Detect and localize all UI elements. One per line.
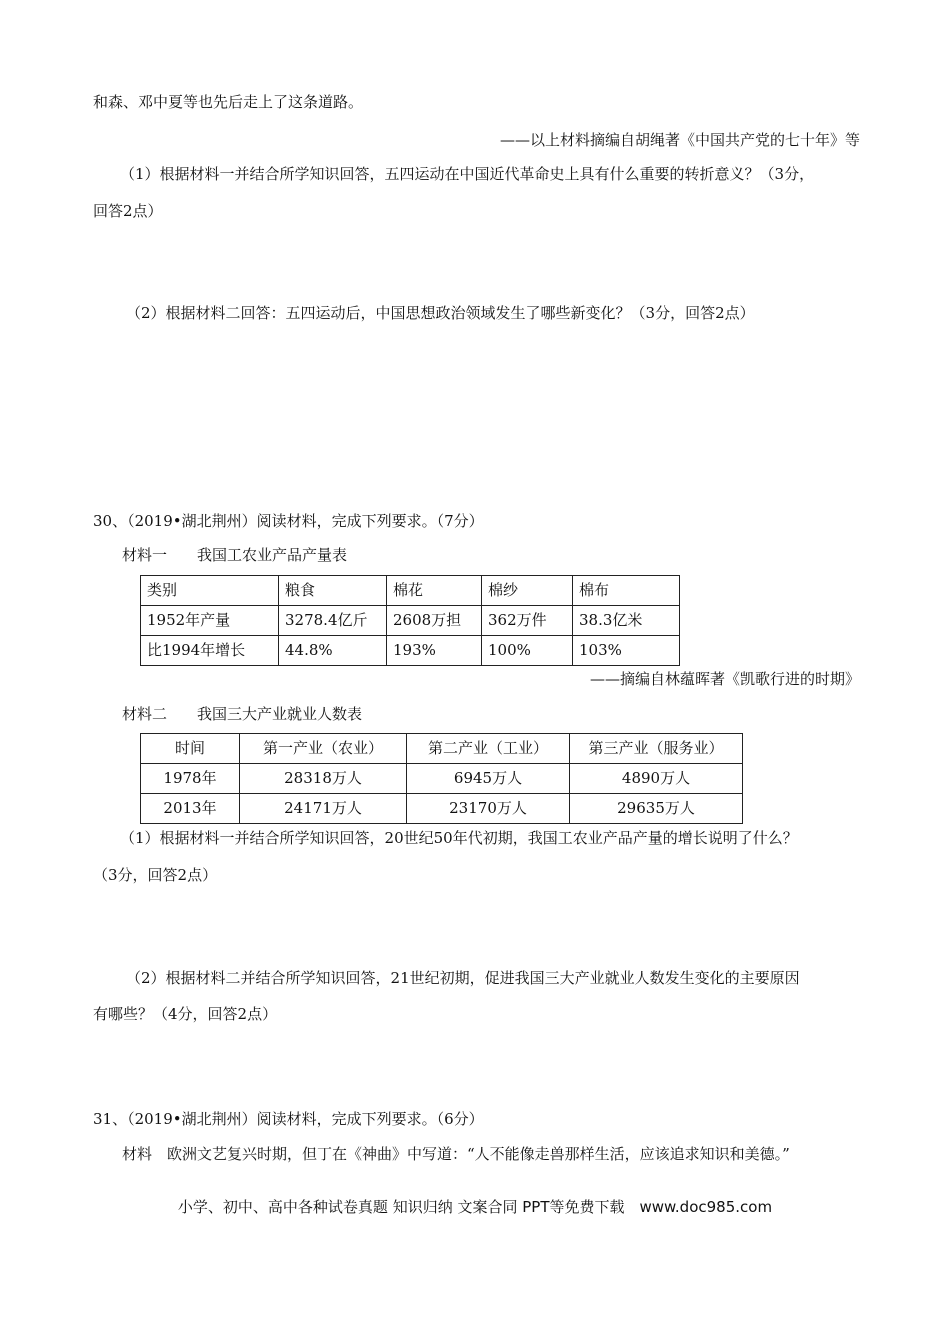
table-row (141, 606, 680, 636)
q30-heading: 30、（2019•湖北荆州）阅读材料，完成下列要求。（7分） (93, 512, 484, 530)
table-cell: 4890万人 (570, 764, 743, 794)
table-cell: 棉纱 (482, 576, 573, 606)
table-cell: 23170万人 (407, 794, 570, 824)
q30-material2-title: 材料二 我国三大产业就业人数表 (122, 705, 363, 723)
table-row (141, 794, 743, 824)
table-cell: 第二产业（工业） (407, 734, 570, 764)
table-cell: 44.8% (279, 636, 387, 666)
q30-part1-line2: （3分，回答2点） (93, 866, 218, 884)
q29-part1-line2: 回答2点） (93, 202, 163, 220)
table-cell: 362万件 (482, 606, 573, 636)
table-cell: 28318万人 (240, 764, 407, 794)
table-cell: 棉布 (573, 576, 680, 606)
table-cell: 38.3亿米 (573, 606, 680, 636)
q30-part1-line1: （1）根据材料一并结合所学知识回答，20世纪50年代初期，我国工农业产品产量的增长说明了什么？ (120, 829, 798, 847)
intro-tail-text: 和森、邓中夏等也先后走上了这条道路。 (93, 93, 364, 111)
table-cell: 时间 (141, 734, 240, 764)
table-cell: 193% (387, 636, 482, 666)
table-cell: 2013年 (141, 794, 240, 824)
table-cell: 1978年 (141, 764, 240, 794)
q31-heading: 31、（2019•湖北荆州）阅读材料，完成下列要求。（6分） (93, 1110, 484, 1128)
output-table (140, 575, 680, 666)
q29-part1-line1: （1）根据材料一并结合所学知识回答，五四运动在中国近代革命史上具有什么重要的转折意义？（3分， (120, 165, 815, 183)
table-cell: 第一产业（农业） (240, 734, 407, 764)
q30-material1-title: 材料一 我国工农业产品产量表 (122, 546, 348, 564)
table-cell: 2608万担 (387, 606, 482, 636)
table-cell: 29635万人 (570, 794, 743, 824)
table-header-row (141, 576, 680, 606)
table-cell: 103% (573, 636, 680, 666)
page-footer: 小学、初中、高中各种试卷真题 知识归纳 文案合同 PPT等免费下载 www.doc985.com (177, 1198, 773, 1216)
table-cell: 类别 (141, 576, 279, 606)
table-cell: 比1994年增长 (141, 636, 279, 666)
table-cell: 第三产业（服务业） (570, 734, 743, 764)
source-citation-a: ——以上材料摘编自胡绳著《中国共产党的七十年》等 (499, 131, 860, 149)
q30-part2-line2: 有哪些？（4分，回答2点） (93, 1005, 278, 1023)
table-header-row (141, 734, 743, 764)
q31-material: 材料 欧洲文艺复兴时期，但丁在《神曲》中写道：“人不能像走兽那样生活，应该追求知识和美德。” (122, 1145, 790, 1163)
table-cell: 1952年产量 (141, 606, 279, 636)
employment-table (140, 733, 743, 824)
table-row (141, 636, 680, 666)
table-cell: 3278.4亿斤 (279, 606, 387, 636)
table-cell: 粮食 (279, 576, 387, 606)
table-cell: 棉花 (387, 576, 482, 606)
table-cell: 100% (482, 636, 573, 666)
table-cell: 6945万人 (407, 764, 570, 794)
q30-part2-line1: （2）根据材料二并结合所学知识回答，21世纪初期，促进我国三大产业就业人数发生变化的主要原因 (126, 969, 800, 987)
source-citation-b: ——摘编自林蕴晖著《凯歌行进的时期》 (589, 670, 860, 688)
table-cell: 24171万人 (240, 794, 407, 824)
table-row (141, 764, 743, 794)
q29-part2: （2）根据材料二回答：五四运动后，中国思想政治领域发生了哪些新变化？（3分，回答2点） (126, 304, 755, 322)
